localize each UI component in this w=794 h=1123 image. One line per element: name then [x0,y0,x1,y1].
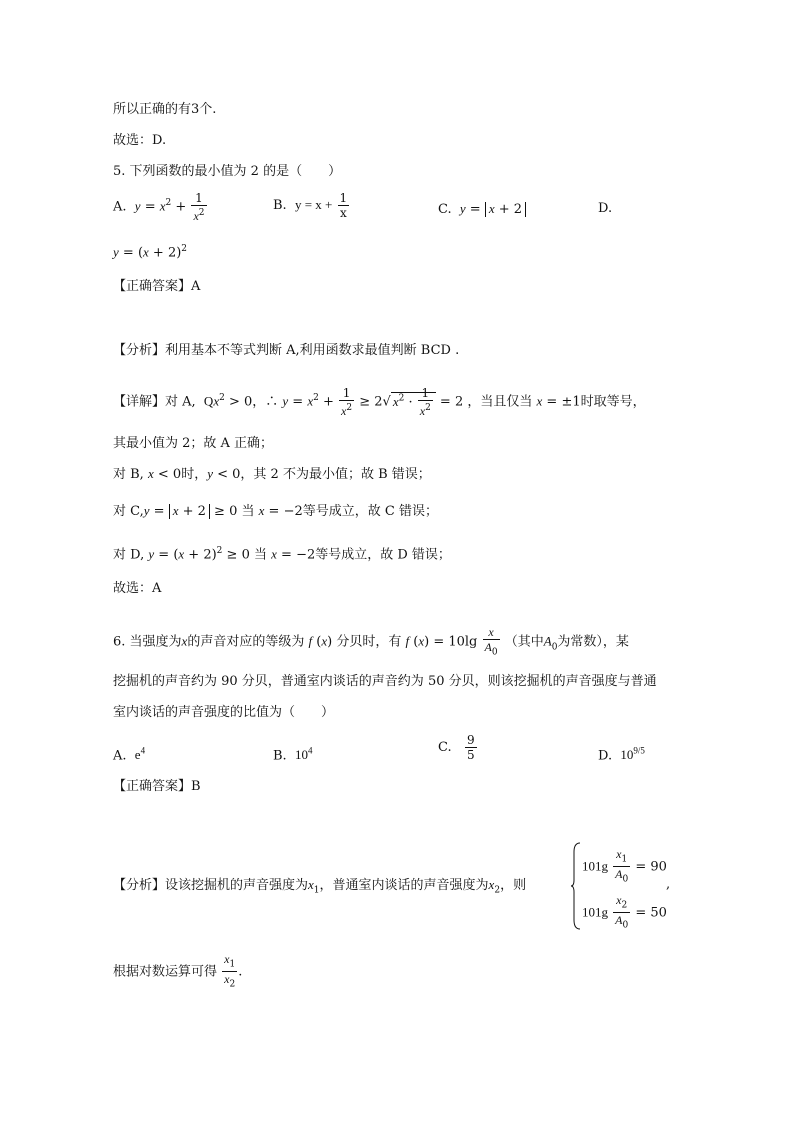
text-line: 故选：D. [113,133,167,148]
analysis-6: 【分析】设该挖掘机的声音强度为$x_1$，普通室内谈话的声音强度为$x_2$，则 [113,877,527,896]
option-a: A. $e^4$ [113,746,146,764]
option-b: B. $10^4$ [273,746,313,764]
question-6: 6. 当强度为x的声音对应的等级为 f (x) 分贝时，有 f (x) = 10lg $\frac{x}{A_0}$ （其中$A_0$为常数），某 [113,625,629,658]
option-c: C. y = x + 2 [438,200,526,219]
option-d: D. $10^{9/5}$ [598,746,645,764]
text-line: 室内谈话的声音强度的比值为（ ） [113,705,335,720]
question-5: 5. 下列函数的最小值为 2 的是（ ） [113,164,342,179]
analysis-5: 【分析】利用基本不等式判断 A,利用函数求最值判断 BCD . [113,343,460,358]
option-a: A. $y = x^2$ + $\frac{1}{x^2}$ [113,191,205,223]
answer-5: 【正确答案】A [113,279,201,294]
case-b: 对 B, x < 0时，y < 0，其 2 不为最小值；故 B 错误； [113,466,431,482]
equation-2: 101g $\frac{x_2}{A_0}$ = 50 [582,893,667,931]
text-line: 所以正确的有3个. [113,102,217,117]
equation-1: 101g $\frac{x_1}{A_0}$ = 90 [582,847,667,885]
option-b: B. y = x + $\frac{1}{x}$ [273,191,348,220]
comma: , [666,877,671,892]
text-line: 其最小值为 2；故 A 正确； [113,436,274,451]
brace-icon [571,842,581,930]
option-c: C. $\frac{9}{5}$ [438,733,475,762]
answer-6: 【正确答案】B [113,779,201,794]
detail-5: 【详解】对 A, $Qx^2 > 0$，∴ $y = x^2$ + $\frac{1}{x^2}$ ≥ 2√ $x^2$ · $\frac{1}{x^2}$ = 2 ，当且仅当 x = ±1时取等号， [113,386,646,418]
case-c: 对 C,y = x + 2 ≥ 0 当 x = −2等号成立，故 C 错误； [113,503,438,519]
text-line: 故选：A [113,581,162,596]
text-line: 挖掘机的声音约为 90 分贝，普通室内谈话的声音约为 50 分贝，则该挖掘机的声音强度与普通 [113,674,657,689]
option-d-formula: $y = (x + 2)^2$ [113,244,188,261]
case-d: 对 D, $y = (x + 2)^2 \ge 0$ 当 x = −2等号成立，故 D 错误； [113,546,451,563]
conclusion: 根据对数运算可得 $\frac{x_1}{x_2}$ . [113,952,243,990]
option-d-label: D. [598,201,613,216]
